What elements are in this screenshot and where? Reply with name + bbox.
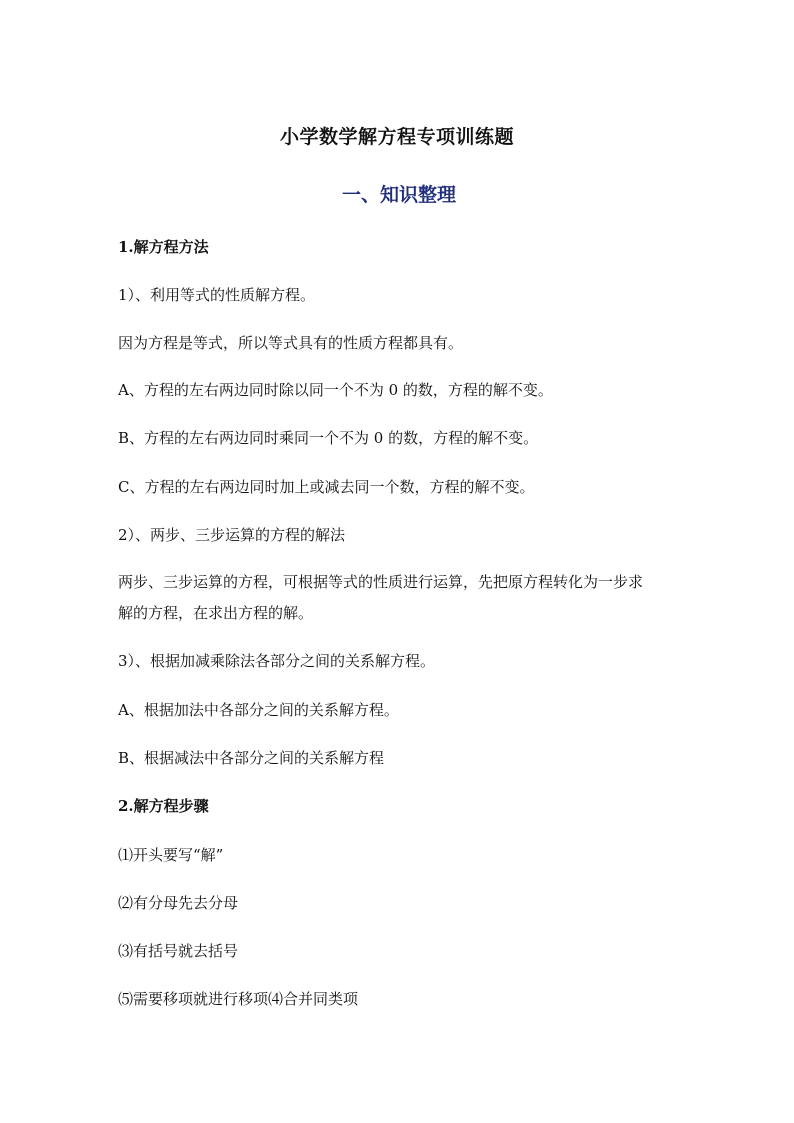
method-3-rule-a: A、根据加法中各部分之间的关系解方程。 [118, 701, 399, 719]
step-item-3: ⑶有括号就去括号 [118, 942, 239, 960]
step-item-1: ⑴开头要写“解” [118, 846, 224, 864]
document-title: 小学数学解方程专项训练题 [279, 126, 514, 148]
method-3-title: 3）、根据加减乘除法各部分之间的关系解方程。 [118, 652, 436, 670]
step-item-2: ⑵有分母先去分母 [118, 894, 239, 912]
method-2-text-line1: 两步、三步运算的方程，可根据等式的性质进行运算，先把原方程转化为一步求 [118, 573, 644, 591]
method-1-intro: 因为方程是等式，所以等式具有的性质方程都具有。 [118, 334, 464, 352]
method-2-title: 2）、两步、三步运算的方程的解法 [118, 526, 346, 544]
step-item-4: ⑸需要移项就进行移项⑷合并同类项 [118, 990, 359, 1008]
method-1-rule-c: C、方程的左右两边同时加上或减去同一个数，方程的解不变。 [118, 478, 535, 496]
section-heading-knowledge: 一、知识整理 [341, 184, 456, 206]
method-1-title: 1）、利用等式的性质解方程。 [118, 286, 316, 304]
method-1-rule-a: A、方程的左右两边同时除以同一个不为 0 的数，方程的解不变。 [118, 381, 553, 399]
method-heading: 1.解方程方法 [118, 238, 209, 256]
method-2-text-line2: 解的方程，在求出方程的解。 [118, 604, 314, 622]
method-1-rule-b: B、方程的左右两边同时乘同一个不为 0 的数，方程的解不变。 [118, 429, 539, 447]
steps-heading: 2.解方程步骤 [118, 797, 209, 815]
method-3-rule-b: B、根据减法中各部分之间的关系解方程 [118, 749, 385, 767]
